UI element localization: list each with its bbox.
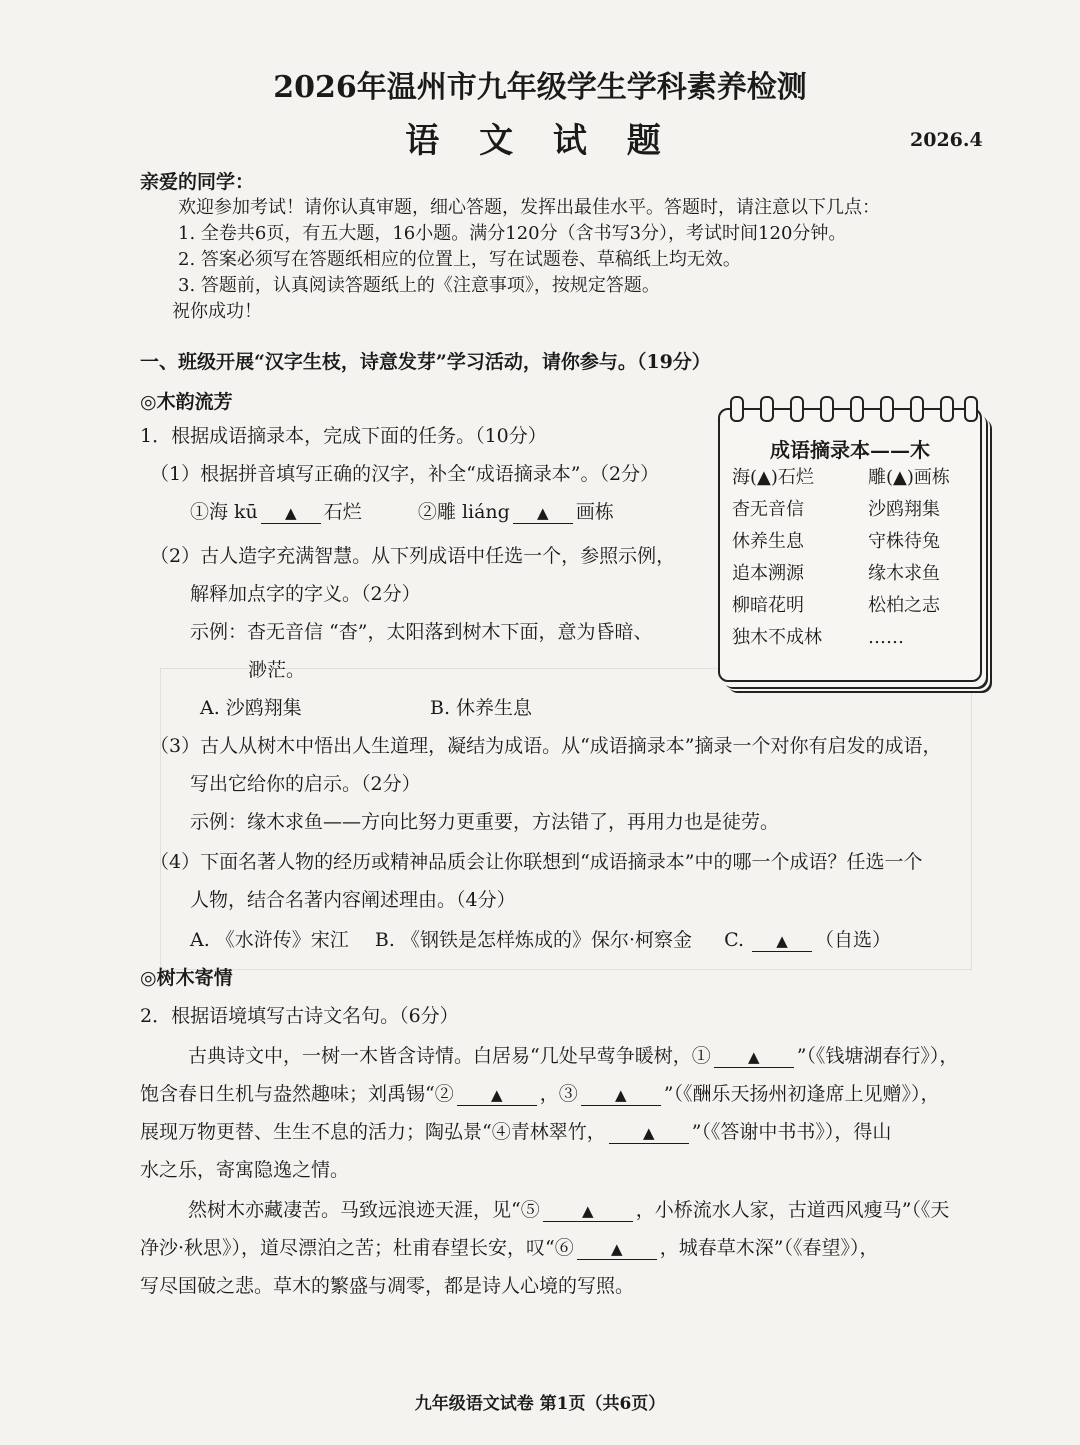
poem-text: 古典诗文中，一树一木皆含诗情。白居易“几处早莺争暖树，① xyxy=(188,1045,711,1067)
question-1-2-line1: （2）古人造字充满智慧。从下列成语中任选一个，参照示例， xyxy=(150,545,676,567)
notebook-idiom: 松柏之志 xyxy=(868,595,940,616)
exam-date: 2026.4 xyxy=(910,129,983,151)
poem-text: 饱含春日生机与盎然趣味；刘禹锡“② xyxy=(140,1083,454,1105)
answer-blank[interactable]: ▲ xyxy=(543,1201,633,1222)
question-1-3-line2: 写出它给你的启示。（2分） xyxy=(190,773,421,795)
notebook-title: 成语摘录本——木 xyxy=(770,438,930,462)
ring-icon xyxy=(820,396,834,422)
answer-blank[interactable]: ▲ xyxy=(577,1239,657,1260)
pinyin-item-1: ①海 kū xyxy=(190,501,258,523)
answer-blank[interactable]: ▲ xyxy=(752,931,812,952)
answer-blank[interactable]: ▲ xyxy=(457,1085,537,1106)
poem-text: ，③ xyxy=(539,1083,578,1105)
ring-icon xyxy=(730,396,744,422)
notebook-idiom: 雕(▲)画栋 xyxy=(868,467,950,488)
ring-icon xyxy=(964,396,978,422)
part2-title: ◎树木寄情 xyxy=(140,967,233,989)
greeting: 亲爱的同学： xyxy=(140,171,255,193)
option-b: B. 休养生息 xyxy=(430,697,533,719)
poem-text: 然树木亦藏凄苦。马致远浪迹天涯，见“⑤ xyxy=(188,1199,540,1221)
ring-icon xyxy=(850,396,864,422)
pinyin-item-1-tail: 石烂 xyxy=(323,501,362,523)
answer-blank[interactable]: ▲ xyxy=(513,503,573,524)
question-1: 1．根据成语摘录本，完成下面的任务。（10分） xyxy=(140,425,547,447)
ring-icon xyxy=(790,396,804,422)
rule-3: 3. 答题前，认真阅读答题纸上的《注意事项》，按规定答题。 xyxy=(178,275,660,296)
notebook-idiom: 杳无音信 xyxy=(732,499,804,520)
question-2: 2．根据语境填写古诗文名句。（6分） xyxy=(140,1005,459,1027)
question-1-1: （1）根据拼音填写正确的汉字，补全“成语摘录本”。（2分） xyxy=(150,463,660,485)
ring-icon xyxy=(940,396,954,422)
notebook-idiom: …… xyxy=(868,627,904,648)
pinyin-item-2-tail: 画栋 xyxy=(575,501,614,523)
option-a: A. 沙鸥翔集 xyxy=(200,697,302,719)
poem-text: ”（《酬乐天扬州初逢席上见赠》）， xyxy=(663,1083,940,1105)
rule-2: 2. 答案必须写在答题纸相应的位置上，写在试题卷、草稿纸上均无效。 xyxy=(178,249,741,270)
idiom-notebook xyxy=(718,408,982,682)
poem-paragraph-1-line2 xyxy=(140,1082,939,1106)
book-option-c: C. xyxy=(724,929,744,951)
ring-icon xyxy=(760,396,774,422)
poem-paragraph-2-line3: 写尽国破之悲。草木的繁盛与凋零，都是诗人心境的写照。 xyxy=(140,1275,635,1297)
exam-title: 2026年温州市九年级学生学科素养检测 xyxy=(273,70,807,105)
book-option-a: A. 《水浒传》宋江 xyxy=(190,929,349,951)
answer-blank[interactable]: ▲ xyxy=(609,1123,689,1144)
question-1-4-line2: 人物，结合名著内容阐述理由。（4分） xyxy=(190,889,516,911)
poem-paragraph-2-line2 xyxy=(140,1236,878,1260)
question-1-2-example-cont: 渺茫。 xyxy=(248,659,306,681)
question-1-4-line1: （4）下面名著人物的经历或精神品质会让你联想到“成语摘录本”中的哪一个成语？任选一个 xyxy=(150,851,923,873)
notebook-idiom: 守株待兔 xyxy=(868,531,940,552)
part1-title: ◎木韵流芳 xyxy=(140,391,233,413)
answer-blank[interactable]: ▲ xyxy=(261,503,321,524)
question-1-4-options xyxy=(190,928,891,952)
book-option-c-tail: （自选） xyxy=(815,929,892,951)
notebook-idiom: 休养生息 xyxy=(732,531,804,552)
question-1-2-example: 示例：杳无音信 “杳”，太阳落到树木下面，意为昏暗、 xyxy=(190,621,653,643)
notebook-idiom: 沙鸥翔集 xyxy=(868,499,940,520)
poem-text: ”（《答谢中书书》），得山 xyxy=(691,1121,892,1143)
wish-text: 祝你成功！ xyxy=(172,301,262,322)
question-1-3-line1: （3）古人从树木中悟出人生道理，凝结为成语。从“成语摘录本”摘录一个对你有启发的成语， xyxy=(150,735,942,757)
notebook-idiom: 独木不成林 xyxy=(732,627,822,648)
poem-paragraph-1-line4: 水之乐，寄寓隐逸之情。 xyxy=(140,1159,350,1181)
ring-icon xyxy=(910,396,924,422)
welcome-text: 欢迎参加考试！请你认真审题，细心答题，发挥出最佳水平。答题时，请注意以下几点： xyxy=(178,197,880,218)
question-1-2-line2: 解释加点字的字义。（2分） xyxy=(190,583,421,605)
rule-1: 1. 全卷共6页，有五大题，16小题。满分120分（含书写3分），考试时间120分钟。 xyxy=(178,223,847,244)
exam-subtitle: 语 文 试 题 xyxy=(405,121,675,161)
poem-text: ”（《钱塘湖春行》）， xyxy=(796,1045,959,1067)
question-1-3-example: 示例：缘木求鱼——方向比努力更重要，方法错了，再用力也是徒劳。 xyxy=(190,811,780,833)
answer-blank[interactable]: ▲ xyxy=(714,1047,794,1068)
book-option-b: B. 《钢铁是怎样炼成的》保尔·柯察金 xyxy=(374,929,692,951)
poem-paragraph-1-line1 xyxy=(188,1044,958,1068)
pinyin-item-2: ②雕 liáng xyxy=(417,501,510,523)
question-1-1-items xyxy=(190,500,614,524)
notebook-idiom: 追本溯源 xyxy=(732,563,804,584)
poem-paragraph-1-line3 xyxy=(140,1120,891,1144)
poem-paragraph-2-line1 xyxy=(188,1198,949,1222)
poem-text: ，小桥流水人家，古道西风瘦马”（《天 xyxy=(635,1199,950,1221)
section1-heading: 一、班级开展“汉字生枝，诗意发芽”学习活动，请你参与。（19分） xyxy=(140,351,711,373)
poem-text: 展现万物更替、生生不息的活力；陶弘景“④青林翠竹， xyxy=(140,1121,606,1143)
poem-text: 净沙·秋思》），道尽漂泊之苦；杜甫春望长安，叹“⑥ xyxy=(140,1237,574,1259)
answer-blank[interactable]: ▲ xyxy=(581,1085,661,1106)
notebook-idiom: 缘木求鱼 xyxy=(868,563,940,584)
notebook-idiom: 海(▲)石烂 xyxy=(732,467,814,488)
notebook-idiom: 柳暗花明 xyxy=(732,595,804,616)
ring-icon xyxy=(880,396,894,422)
poem-text: ，城春草木深”（《春望》）， xyxy=(659,1237,879,1259)
notebook-rings xyxy=(720,396,980,420)
page-footer: 九年级语文试卷 第1页（共6页） xyxy=(414,1394,666,1414)
